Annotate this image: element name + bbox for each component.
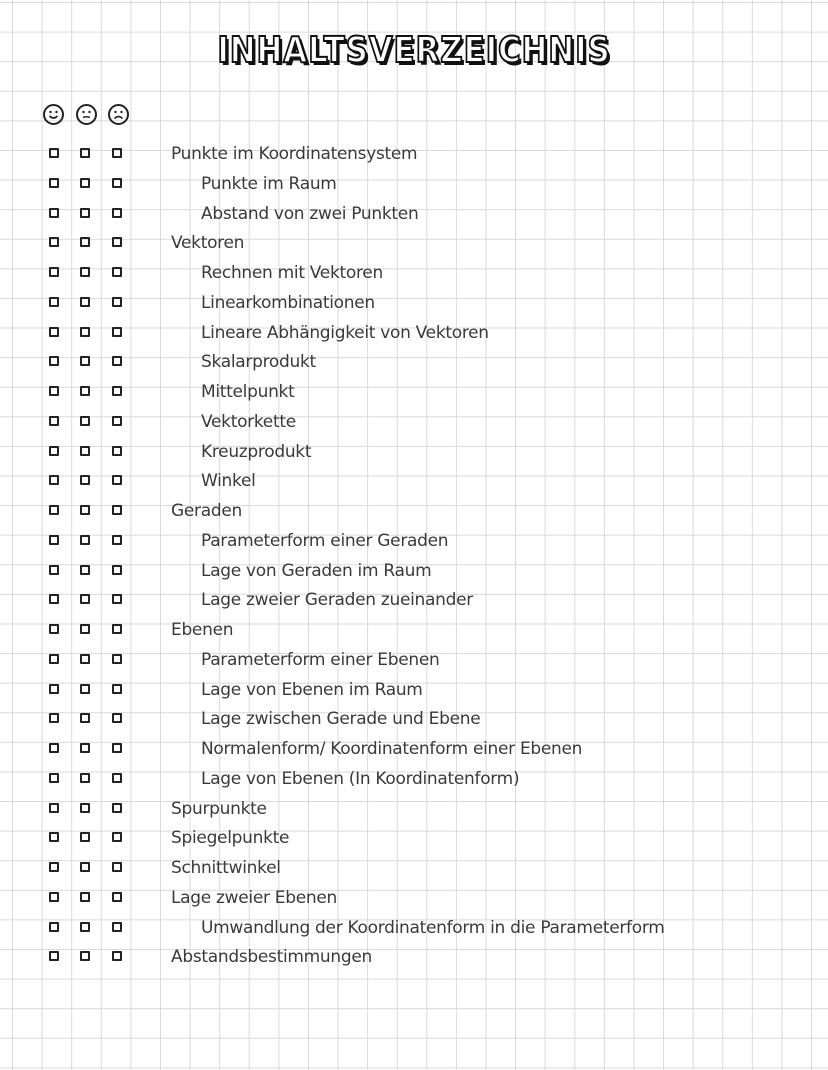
toc-row <box>0 943 828 972</box>
checkbox-happy[interactable] <box>49 951 59 961</box>
toc-row <box>0 497 828 526</box>
toc-section-label: Schnittwinkel <box>171 858 281 878</box>
checkbox-sad[interactable] <box>112 446 122 456</box>
toc-section-label: Vektoren <box>171 233 245 254</box>
toc-section-label: Spurpunkte <box>171 798 267 819</box>
checkbox-neutral[interactable] <box>80 951 90 961</box>
checkbox-sad[interactable] <box>112 803 122 813</box>
toc-row <box>0 616 828 645</box>
toc-row <box>0 884 828 913</box>
checkbox-sad[interactable] <box>112 178 122 188</box>
checkbox-sad[interactable] <box>112 208 122 218</box>
checkbox-happy[interactable] <box>49 327 59 337</box>
checkbox-happy[interactable] <box>49 446 59 456</box>
checkbox-sad[interactable] <box>112 267 122 277</box>
checkbox-happy[interactable] <box>49 832 59 842</box>
toc-row <box>0 170 828 199</box>
checkbox-sad[interactable] <box>112 654 122 664</box>
checkbox-sad[interactable] <box>112 475 122 485</box>
toc-row <box>0 527 828 556</box>
checkbox-neutral[interactable] <box>80 803 90 813</box>
checkbox-happy[interactable] <box>49 862 59 872</box>
checkbox-happy[interactable] <box>49 713 59 723</box>
toc-subsection-label: Punkte im Raum <box>201 173 337 194</box>
toc-subsection-label: Linearkombinationen <box>201 292 375 313</box>
checkbox-sad[interactable] <box>112 624 122 634</box>
checkbox-neutral[interactable] <box>80 743 90 753</box>
checkbox-neutral[interactable] <box>80 148 90 158</box>
toc-section-label: Lage zweier Ebenen <box>171 887 338 908</box>
toc-row <box>0 348 828 377</box>
checkbox-happy[interactable] <box>49 178 59 188</box>
checkbox-happy[interactable] <box>49 892 59 902</box>
toc-subsection-label: Lage von Ebenen (In Koordinatenform) <box>201 768 520 789</box>
checkbox-neutral[interactable] <box>80 416 90 426</box>
checkbox-sad[interactable] <box>112 743 122 753</box>
checkbox-neutral[interactable] <box>80 713 90 723</box>
checkbox-neutral[interactable] <box>80 892 90 902</box>
checkbox-sad[interactable] <box>112 356 122 366</box>
toc-subsection-label: Lage von Ebenen im Raum <box>201 679 423 700</box>
checkbox-happy[interactable] <box>49 594 59 604</box>
checkbox-neutral[interactable] <box>80 654 90 664</box>
toc-subsection-label: Winkel <box>201 471 256 492</box>
checkbox-neutral[interactable] <box>80 386 90 396</box>
checkbox-sad[interactable] <box>112 951 122 961</box>
checkbox-neutral[interactable] <box>80 327 90 337</box>
checkbox-neutral[interactable] <box>80 684 90 694</box>
toc-subsection-label: Normalenform/ Koordinatenform einer Ebenen <box>201 739 583 759</box>
checkbox-neutral[interactable] <box>80 208 90 218</box>
checkbox-sad[interactable] <box>112 773 122 783</box>
toc-section-label: Abstandsbestimmungen <box>171 947 372 968</box>
toc-row <box>0 200 828 229</box>
toc-row <box>0 765 828 794</box>
checkbox-neutral[interactable] <box>80 297 90 307</box>
checkbox-happy[interactable] <box>49 803 59 813</box>
toc-section-label: Ebenen <box>171 620 234 640</box>
checkbox-sad[interactable] <box>112 416 122 426</box>
toc-row <box>0 140 828 169</box>
checkbox-sad[interactable] <box>112 297 122 307</box>
checkbox-neutral[interactable] <box>80 356 90 366</box>
checkbox-happy[interactable] <box>49 297 59 307</box>
checkbox-neutral[interactable] <box>80 446 90 456</box>
toc-subsection-label: Lage zwischen Gerade und Ebene <box>201 709 481 730</box>
toc-subsection-label: Lage von Geraden im Raum <box>201 560 432 581</box>
checkbox-happy[interactable] <box>49 208 59 218</box>
toc-row <box>0 705 828 734</box>
checkbox-happy[interactable] <box>49 416 59 426</box>
toc-subsection-label: Vektorkette <box>201 411 296 432</box>
checkbox-sad[interactable] <box>112 386 122 396</box>
checkbox-sad[interactable] <box>112 237 122 247</box>
neutral-face-icon <box>76 104 97 125</box>
toc-subsection-label: Abstand von zwei Punkten <box>201 203 419 224</box>
checkbox-neutral[interactable] <box>80 594 90 604</box>
checkbox-happy[interactable] <box>49 922 59 932</box>
checkbox-sad[interactable] <box>112 684 122 694</box>
toc-row <box>0 467 828 496</box>
checkbox-neutral[interactable] <box>80 535 90 545</box>
checkbox-happy[interactable] <box>49 773 59 783</box>
checkbox-happy[interactable] <box>49 684 59 694</box>
checkbox-neutral[interactable] <box>80 475 90 485</box>
toc-subsection-label: Kreuzprodukt <box>201 441 312 462</box>
checkbox-happy[interactable] <box>49 565 59 575</box>
checkbox-happy[interactable] <box>49 148 59 158</box>
toc-row <box>0 378 828 407</box>
toc-section-label: Geraden <box>171 501 242 521</box>
toc-subsection-label: Umwandlung der Koordinatenform in die Parameterform <box>201 917 665 938</box>
toc-subsection-label: Mittelpunkt <box>201 382 295 402</box>
toc-row <box>0 586 828 615</box>
checkbox-sad[interactable] <box>112 594 122 604</box>
happy-face-icon <box>43 104 64 125</box>
toc-row <box>0 408 828 437</box>
checkbox-sad[interactable] <box>112 327 122 337</box>
checkbox-neutral[interactable] <box>80 267 90 277</box>
checkbox-neutral[interactable] <box>80 237 90 247</box>
checkbox-sad[interactable] <box>112 892 122 902</box>
checkbox-neutral[interactable] <box>80 922 90 932</box>
checkbox-happy[interactable] <box>49 267 59 277</box>
checkbox-neutral[interactable] <box>80 862 90 872</box>
toc-row <box>0 259 828 288</box>
checkbox-happy[interactable] <box>49 386 59 396</box>
checkbox-neutral[interactable] <box>80 624 90 634</box>
toc-row <box>0 289 828 318</box>
checkbox-sad[interactable] <box>112 922 122 932</box>
toc-subsection-label: Parameterform einer Geraden <box>201 530 449 551</box>
checkbox-happy[interactable] <box>49 505 59 515</box>
checkbox-neutral[interactable] <box>80 832 90 842</box>
checkbox-neutral[interactable] <box>80 178 90 188</box>
toc-row <box>0 438 828 467</box>
toc-row <box>0 229 828 258</box>
checkbox-happy[interactable] <box>49 237 59 247</box>
checkbox-neutral[interactable] <box>80 565 90 575</box>
toc-row <box>0 824 828 853</box>
toc-subsection-label: Lineare Abhängigkeit von Vektoren <box>201 322 489 343</box>
toc-row <box>0 646 828 675</box>
page-title: INHALTSVERZEICHNIS <box>217 30 611 71</box>
toc-subsection-label: Skalarprodukt <box>201 352 316 373</box>
sad-face-icon <box>108 104 129 125</box>
checkbox-sad[interactable] <box>112 505 122 515</box>
checkbox-sad[interactable] <box>112 565 122 575</box>
checkbox-happy[interactable] <box>49 475 59 485</box>
toc-row <box>0 854 828 883</box>
toc-subsection-label: Rechnen mit Vektoren <box>201 263 383 283</box>
toc-row <box>0 319 828 348</box>
checkbox-sad[interactable] <box>112 148 122 158</box>
toc-section-label: Spiegelpunkte <box>171 828 290 849</box>
checkbox-sad[interactable] <box>112 832 122 842</box>
checkbox-neutral[interactable] <box>80 505 90 515</box>
toc-row <box>0 676 828 705</box>
checkbox-happy[interactable] <box>49 356 59 366</box>
toc-row <box>0 557 828 586</box>
checkbox-happy[interactable] <box>49 624 59 634</box>
checkbox-sad[interactable] <box>112 535 122 545</box>
toc-subsection-label: Lage zweier Geraden zueinander <box>201 590 473 611</box>
toc-row <box>0 735 828 764</box>
checkbox-sad[interactable] <box>112 862 122 872</box>
toc-row <box>0 795 828 824</box>
checkbox-happy[interactable] <box>49 743 59 753</box>
checkbox-happy[interactable] <box>49 535 59 545</box>
checkbox-sad[interactable] <box>112 713 122 723</box>
checkbox-neutral[interactable] <box>80 773 90 783</box>
toc-section-label: Punkte im Koordinatensystem <box>171 144 418 164</box>
toc-row <box>0 914 828 943</box>
toc-subsection-label: Parameterform einer Ebenen <box>201 649 440 670</box>
checkbox-happy[interactable] <box>49 654 59 664</box>
